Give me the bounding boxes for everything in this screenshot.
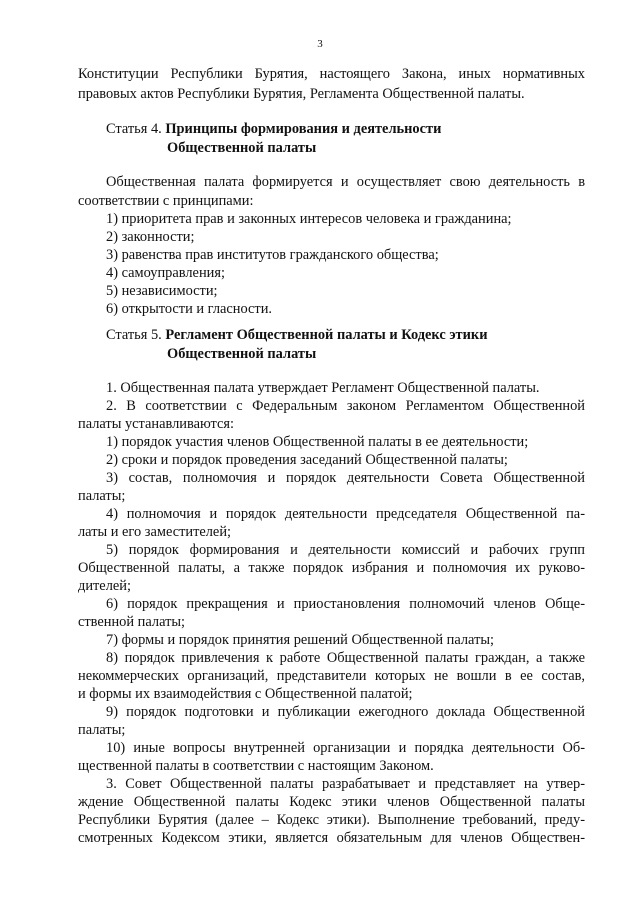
- body-text-line: 3. Совет Общественной палаты разрабатывает и представляет на утвер-: [106, 776, 585, 792]
- body-text-line: Конституции Республики Бурятия, настоящего Закона, иных нормативных: [78, 66, 585, 82]
- body-text-line: ждение Общественной палаты Кодекс этики членов Общественной палаты: [78, 794, 585, 810]
- body-text-line: ственной палаты;: [78, 614, 186, 630]
- body-text-line: и формы их взаимодействия с Общественной палатой;: [78, 686, 413, 702]
- list-item: 6) открытости и гласности.: [106, 301, 273, 317]
- body-text-line: 8) порядок привлечения к работе Общественной палаты граждан, а также: [106, 650, 585, 666]
- body-text-line: 1. Общественная палата утверждает Регламент Общественной палаты.: [106, 380, 540, 396]
- body-text-line: щественной палаты в соответствии с настоящим Законом.: [78, 758, 434, 774]
- body-text-line: соответствии с принципами:: [78, 193, 254, 209]
- article-5-prefix: Статья 5.: [106, 327, 162, 343]
- body-text-line: 10) иные вопросы внутренней организации и порядка деятельности Об-: [106, 740, 585, 756]
- list-item: 5) независимости;: [106, 283, 218, 299]
- body-text-line: 2) сроки и порядок проведения заседаний Общественной палаты;: [106, 452, 508, 468]
- body-text-line: 3) состав, полномочия и порядок деятельности Совета Общественной: [106, 470, 585, 486]
- page-number: 3: [317, 38, 323, 50]
- body-text-line: 4) полномочия и порядок деятельности председателя Общественной па-: [106, 506, 585, 522]
- body-text-line: Республики Бурятия (далее – Кодекс этики). Выполнение требований, преду-: [78, 812, 585, 828]
- article-4-heading: [106, 121, 613, 138]
- list-item: 3) равенства прав институтов гражданского общества;: [106, 247, 439, 263]
- body-text-line: правовых актов Республики Бурятия, Регламента Общественной палаты.: [78, 86, 525, 102]
- article-4-prefix: Статья 4.: [106, 121, 162, 137]
- body-text-line: палаты;: [78, 722, 126, 738]
- body-text-line: палаты;: [78, 488, 126, 504]
- article-4-title: Принципы формирования и деятельности: [165, 121, 442, 137]
- article-4-title-line2: Общественной палаты: [167, 140, 317, 156]
- body-text-line: смотренных Кодексом этики, является обязательным для членов Обществен-: [78, 830, 585, 846]
- body-text-line: 5) порядок формирования и деятельности комиссий и рабочих групп: [106, 542, 585, 558]
- list-item: 2) законности;: [106, 229, 195, 245]
- article-5-title: Регламент Общественной палаты и Кодекс этики: [165, 327, 488, 343]
- article-5-title-line2: Общественной палаты: [167, 346, 317, 362]
- body-text-line: 1) порядок участия членов Общественной палаты в ее деятельности;: [106, 434, 529, 450]
- article-5-heading: [106, 327, 613, 344]
- body-text-line: 2. В соответствии с Федеральным законом Регламентом Общественной: [106, 398, 585, 414]
- body-text-line: Общественной палаты, а также порядок избрания и полномочия их руково-: [78, 560, 585, 576]
- body-text-line: 9) порядок подготовки и публикации ежегодного доклада Общественной: [106, 704, 585, 720]
- body-text-line: 6) порядок прекращения и приостановления полномочий членов Обще-: [106, 596, 585, 612]
- body-text-line: 7) формы и порядок принятия решений Общественной палаты;: [106, 632, 495, 648]
- body-text-line: дителей;: [78, 578, 131, 594]
- list-item: 4) самоуправления;: [106, 265, 225, 281]
- body-text-line: некоммерческих организаций, представители которых не вошли в ее состав,: [78, 668, 585, 684]
- body-text-line: палаты устанавливаются:: [78, 416, 234, 432]
- list-item: 1) приоритета прав и законных интересов человека и гражданина;: [106, 211, 512, 227]
- body-text-line: латы и его заместителей;: [78, 524, 232, 540]
- body-text-line: Общественная палата формируется и осуществляет свою деятельность в: [106, 174, 585, 190]
